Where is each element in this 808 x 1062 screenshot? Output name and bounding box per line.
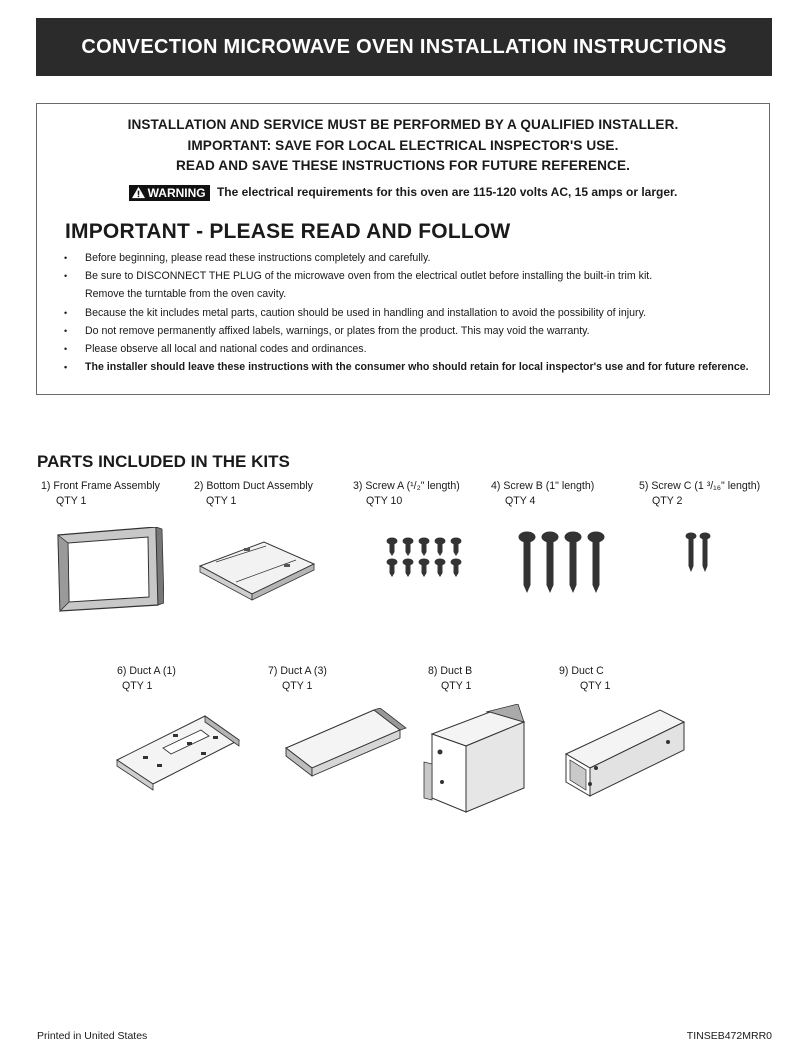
document-code: TINSEB472MRR0 [686, 1030, 772, 1042]
duct-a-3-illustration [282, 708, 408, 778]
part-duct-a-1 [117, 664, 176, 694]
instruction-item: • The installer should leave these instructions with the consumer who should retain for local inspector's use and for future reference. [63, 358, 763, 376]
part-qty: QTY 1 [580, 680, 611, 692]
part-label: 1) Front Frame Assembly [41, 480, 160, 492]
part-bottom-duct [194, 479, 313, 509]
title-banner [36, 18, 772, 76]
part-qty: QTY 1 [56, 495, 87, 507]
warning-triangle-icon [131, 186, 146, 199]
part-label: 6) Duct A (1) [117, 665, 176, 677]
installer-requirements [37, 115, 769, 177]
important-heading: IMPORTANT - PLEASE READ AND FOLLOW [65, 220, 511, 243]
bottom-duct-illustration [196, 538, 316, 604]
part-qty: QTY 1 [282, 680, 313, 692]
instruction-item: • Because the kit includes metal parts, caution should be used in handling and installation to avoid the possibility of injury. [63, 304, 763, 322]
part-screw-a [353, 479, 460, 509]
notice-line-1: INSTALLATION AND SERVICE MUST BE PERFORMED BY A QUALIFIED INSTALLER. [127, 117, 679, 132]
part-screw-b [491, 479, 594, 509]
instruction-item: • Please observe all local and national codes and ordinances. [63, 340, 763, 358]
screw-b-illustration [516, 531, 608, 597]
instruction-text: Remove the turntable from the oven cavity. [85, 288, 287, 301]
duct-a-1-illustration [113, 712, 243, 792]
warning-badge [129, 185, 210, 201]
safety-notice-box [36, 103, 770, 395]
part-label: 3) Screw A (¹/₂" length) [353, 480, 460, 492]
part-label: 4) Screw B (1" length) [491, 480, 595, 492]
part-screw-c [639, 479, 760, 509]
part-qty: QTY 1 [441, 680, 472, 692]
part-qty: QTY 10 [366, 495, 403, 507]
print-origin: Printed in United States [37, 1030, 148, 1042]
part-qty: QTY 2 [652, 495, 683, 507]
part-label: 9) Duct C [559, 665, 604, 677]
screw-c-illustration [684, 532, 714, 574]
part-qty: QTY 4 [505, 495, 536, 507]
notice-line-2: IMPORTANT: SAVE FOR LOCAL ELECTRICAL INSPECTOR'S USE. [187, 137, 619, 153]
duct-b-illustration [420, 704, 530, 816]
part-duct-c [559, 664, 610, 694]
duct-c-illustration [560, 708, 690, 804]
part-label: 8) Duct B [428, 665, 473, 677]
page-title: CONVECTION MICROWAVE OVEN INSTALLATION INSTRUCTIONS [81, 35, 727, 58]
part-front-frame [41, 479, 160, 509]
part-qty: QTY 1 [206, 495, 237, 507]
instruction-item: • Do not remove permanently affixed labels, warnings, or plates from the product. This may void the warranty. [63, 322, 763, 340]
notice-line-3: READ AND SAVE THESE INSTRUCTIONS FOR FUTURE REFERENCE. [175, 158, 631, 173]
screw-a-illustration [384, 537, 466, 579]
part-duct-b [428, 664, 472, 694]
part-label: 5) Screw C (1 ³/₁₆" length) [639, 480, 761, 492]
warning-text: The electrical requirements for this oven are 115-120 volts AC, 15 amps or larger. [216, 184, 678, 199]
part-label: 7) Duct A (3) [268, 665, 327, 677]
parts-heading: PARTS INCLUDED IN THE KITS [37, 452, 290, 471]
part-duct-a-3 [268, 664, 327, 694]
instruction-list [63, 249, 763, 376]
warning-label: WARNING [147, 185, 206, 200]
instruction-text: Be sure to DISCONNECT THE PLUG of the microwave oven from the electrical outlet before installing the built-in trim kit. [85, 270, 653, 283]
instruction-item: • Before beginning, please read these instructions completely and carefully. [63, 249, 763, 267]
part-label: 2) Bottom Duct Assembly [194, 480, 313, 492]
front-frame-illustration [52, 527, 164, 612]
instruction-item [63, 267, 763, 303]
part-qty: QTY 1 [122, 680, 153, 692]
electrical-warning [37, 185, 769, 201]
